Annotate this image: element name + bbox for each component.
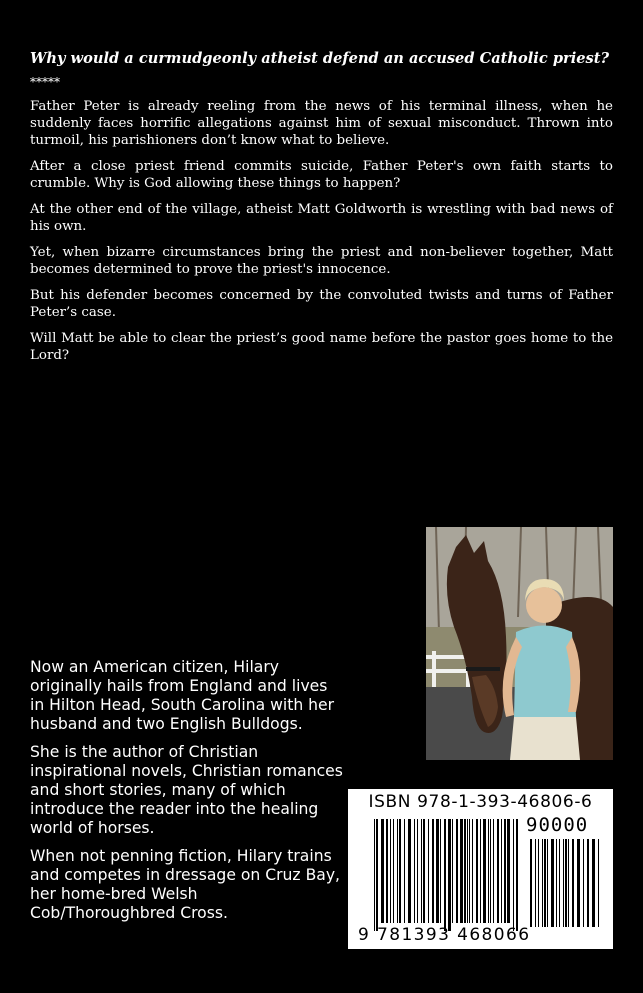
barcode-bar <box>516 819 518 931</box>
blurb-paragraph: But his defender becomes concerned by the convoluted twists and turns of Father Peter’s case. <box>30 288 613 320</box>
barcode-bar <box>572 839 574 927</box>
barcode-bar <box>467 819 468 923</box>
barcode-bar <box>497 819 499 923</box>
blurb-paragraph: At the other end of the village, atheist Matt Goldworth is wrestling with bad news of his own. <box>30 202 613 234</box>
barcode-bar <box>501 819 502 923</box>
barcode-bar <box>504 819 506 923</box>
barcode-bar <box>507 819 510 923</box>
blurb-paragraph: After a close priest friend commits suicide, Father Peter's own faith starts to crumble. Why is God allowing these things to happen? <box>30 159 613 191</box>
ean-digits: 9 781393 468066 <box>358 925 531 945</box>
barcode-bar <box>393 819 394 923</box>
barcode-bar <box>542 839 543 927</box>
price-code: 90000 <box>526 814 589 836</box>
barcode-bar <box>397 819 398 923</box>
barcode-bar <box>472 819 473 923</box>
barcode-bar <box>452 819 453 923</box>
author-with-horse-image <box>426 527 613 760</box>
blurb-paragraph: Yet, when bizarre circumstances bring the priest and non-believer together, Matt becomes determined to prove the priest's innocence. <box>30 245 613 277</box>
barcode-bar <box>374 819 375 931</box>
barcode-bar <box>417 819 418 923</box>
barcode-bar <box>404 819 405 923</box>
isbn-barcode <box>348 789 613 949</box>
barcode-bar <box>376 819 378 931</box>
barcode-bar <box>423 819 425 923</box>
blurb-paragraph: Father Peter is already reeling from the news of his terminal illness, when he suddenly faces horrific allegations against him of sexual misconduct. Thrown into turmoil, his parishioners don’t know what to believe. <box>30 99 613 148</box>
barcode-bar <box>556 839 557 927</box>
barcode-bar <box>381 819 384 923</box>
barcode-bar <box>421 819 422 923</box>
barcode-bar <box>547 839 548 927</box>
barcode-bar <box>563 839 564 927</box>
barcode-bar <box>577 839 580 927</box>
blurb-paragraph: Will Matt be able to clear the priest’s good name before the pastor goes home to the Lord? <box>30 331 613 363</box>
barcode-bar <box>513 819 514 931</box>
barcode-bar <box>464 819 466 923</box>
barcode-bar <box>448 819 451 931</box>
barcode-bar <box>432 819 434 923</box>
barcode-bar <box>551 839 554 927</box>
blurb-headline: Why would a curmudgeonly atheist defend an accused Catholic priest? <box>30 50 610 67</box>
barcode-bar <box>440 819 441 923</box>
barcode-bar <box>480 819 481 923</box>
barcode-bar <box>456 819 458 923</box>
barcode-bar <box>490 819 491 923</box>
barcode-bar <box>559 839 560 927</box>
barcode-bar <box>493 819 494 923</box>
barcode-bar <box>488 819 489 923</box>
barcode-bar <box>592 839 595 927</box>
barcode-bar <box>530 839 532 927</box>
barcode-bar <box>568 839 569 927</box>
isbn-label: ISBN 978-1-393-46806-6 <box>368 792 593 812</box>
barcode-bar <box>583 839 584 927</box>
author-bio <box>30 658 345 932</box>
barcode-bar <box>460 819 463 923</box>
barcode-bar <box>414 819 415 923</box>
blurb-separator: ***** <box>30 75 60 89</box>
barcode-bar <box>390 819 391 923</box>
barcode-bar <box>587 839 589 927</box>
barcode-bar <box>535 839 536 927</box>
barcode-bar <box>476 819 478 923</box>
barcode-bar <box>544 839 546 927</box>
barcode-bar <box>598 839 599 927</box>
back-cover-blurb <box>30 50 613 373</box>
barcode-bar <box>386 819 388 923</box>
bio-paragraph: When not penning fiction, Hilary trains and competes in dressage on Cruz Bay, her home-bred Welsh Cob/Thoroughbred Cross. <box>30 847 341 922</box>
barcode-bar <box>399 819 401 923</box>
barcode-bar <box>538 839 539 927</box>
barcode-bar <box>565 839 567 927</box>
barcode-bar <box>444 819 446 931</box>
barcode-bar <box>436 819 439 923</box>
barcode-bar <box>469 819 470 923</box>
bio-paragraph: Now an American citizen, Hilary originally hails from England and lives in Hilton Head, South Carolina with her husband and two English Bulldogs. <box>30 658 335 733</box>
barcode-bar <box>483 819 486 923</box>
barcode-bar <box>408 819 411 923</box>
author-photo <box>426 527 613 760</box>
barcode-bar <box>428 819 429 923</box>
bio-paragraph: She is the author of Christian inspirational novels, Christian romances and short stories, many of which introduce the reader into the healing world of horses. <box>30 743 343 837</box>
